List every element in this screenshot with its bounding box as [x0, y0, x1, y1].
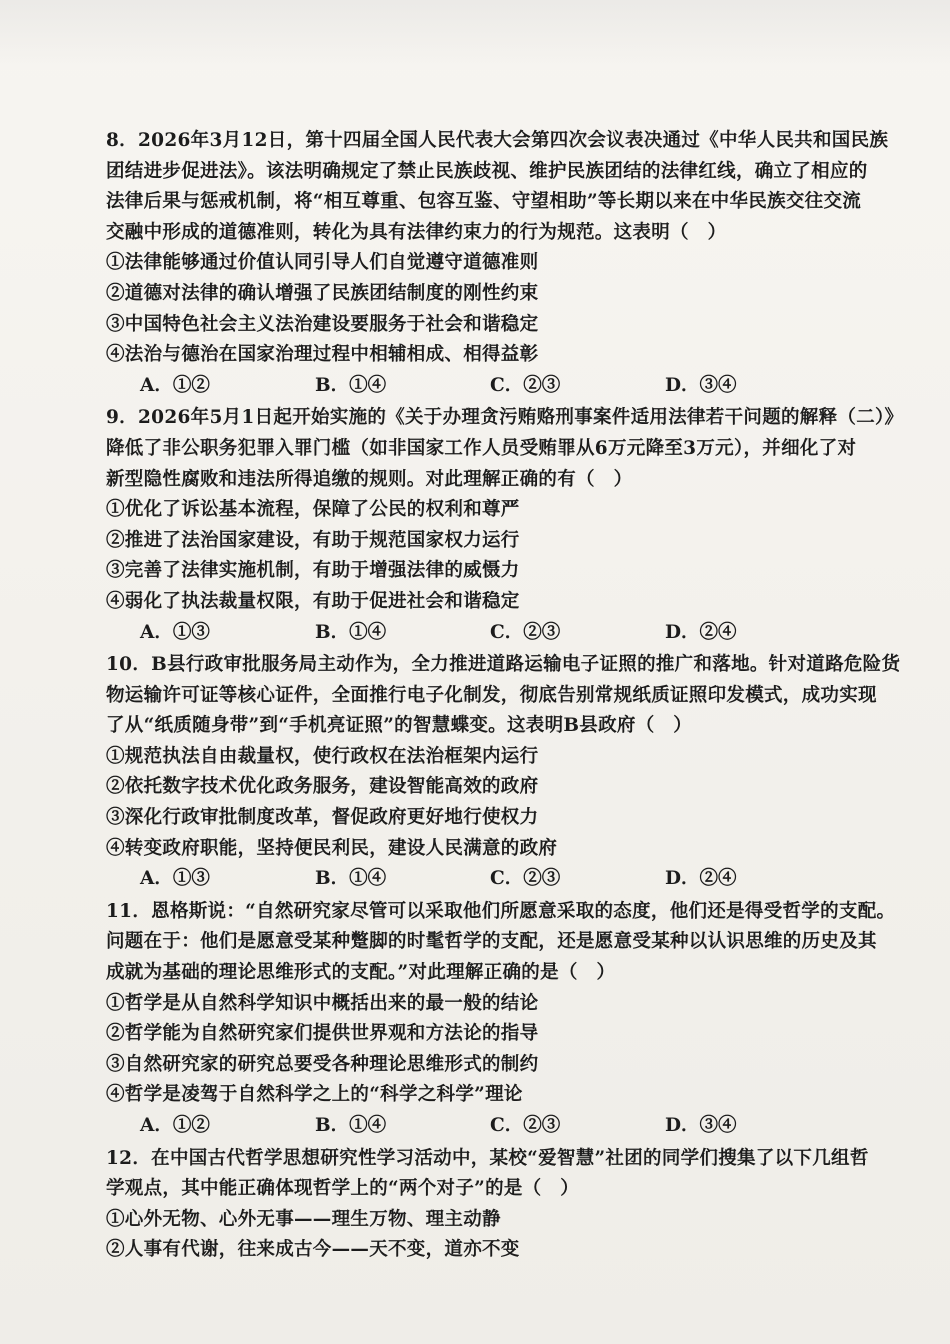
statement-option: ④法治与德治在国家治理过程中相辅相成、相得益彰 [106, 344, 539, 366]
statement-option: ①法律能够通过价值认同引导人们自觉遵守道德准则 [106, 252, 539, 274]
answer-choices [106, 1111, 896, 1142]
answer-choice: D．③④ [665, 374, 737, 396]
scan-shadow [0, 0, 950, 70]
answer-choices [106, 618, 896, 649]
answer-choice: A．①③ [140, 621, 210, 643]
statement-option: ②道德对法律的确认增强了民族团结制度的刚性约束 [106, 282, 539, 304]
question-block [106, 126, 896, 401]
answer-choice: B．①④ [315, 868, 387, 890]
statement-option: ③自然研究家的研究总要受各种理论思维形式的制约 [106, 1053, 539, 1075]
statement-option: ③中国特色社会主义法治建设要服务于社会和谐稳定 [106, 313, 539, 335]
question-block [106, 403, 904, 648]
question-stem-line: 11．恩格斯说：“自然研究家尽管可以采取他们所愿意采取的态度，他们还是得受哲学的支配。 [106, 900, 896, 922]
statement-option: ①心外无物、心外无事——理生万物、理主动静 [106, 1208, 501, 1230]
answer-choice: B．①④ [315, 1115, 387, 1136]
answer-choice: B．①④ [315, 374, 387, 396]
question-block [106, 650, 901, 895]
answer-choice: A．①② [140, 1115, 210, 1136]
question-stem-line: 成就为基础的理论思维形式的支配。”对此理解正确的是（ ） [106, 962, 616, 984]
question-stem-line: 法律后果与惩戒机制，将“相互尊重、包容互鉴、守望相助”等长期以来在中华民族交往交流 [106, 191, 862, 213]
question-stem-line: 8．2026年3月12日，第十四届全国人民代表大会第四次会议表决通过《中华人民共和国民族 [106, 130, 889, 151]
question-stem-line: 学观点，其中能正确体现哲学上的“两个对子”的是（ ） [106, 1178, 580, 1200]
question-stem-line: 12．在中国古代哲学思想研究性学习活动中，某校“爱智慧”社团的同学们搜集了以下几组哲 [106, 1147, 869, 1169]
answer-choice: B．①④ [315, 621, 387, 643]
question-stem-line: 降低了非公职务犯罪入罪门槛（如非国家工作人员受贿罪从6万元降至3万元），并细化了对 [106, 437, 857, 459]
answer-choice: C．②③ [490, 374, 561, 396]
question-stem-line: 团结进步促进法》。该法明确规定了禁止民族歧视、维护民族团结的法律红线，确立了相应的 [106, 160, 868, 182]
question-block [106, 897, 896, 1142]
statement-option: ④转变政府职能，坚持便民利民，建设人民满意的政府 [106, 837, 558, 859]
answer-choice: C．②③ [490, 1115, 561, 1136]
answer-choice: C．②③ [490, 621, 561, 643]
statement-option: ①优化了诉讼基本流程，保障了公民的权利和尊严 [106, 499, 520, 521]
answer-choice: D．②④ [665, 621, 737, 643]
statement-option: ①哲学是从自然科学知识中概括出来的最一般的结论 [106, 992, 539, 1014]
statement-option: ④弱化了执法裁量权限，有助于促进社会和谐稳定 [106, 590, 520, 612]
question-list [106, 126, 904, 1266]
question-block [106, 1144, 896, 1266]
statement-option: ③完善了法律实施机制，有助于增强法律的威慑力 [106, 560, 520, 582]
answer-choice: D．③④ [665, 1115, 737, 1136]
answer-choices [106, 371, 896, 402]
statement-option: ③深化行政审批制度改革，督促政府更好地行使权力 [106, 807, 539, 829]
question-stem-line: 新型隐性腐败和违法所得追缴的规则。对此理解正确的有（ ） [106, 468, 633, 490]
question-stem-line: 交融中形成的道德准则，转化为具有法律约束力的行为规范。这表明（ ） [106, 221, 727, 243]
question-stem-line: 10．B县行政审批服务局主动作为，全力推进道路运输电子证照的推广和落地。针对道路危险货 [106, 654, 901, 676]
statement-option: ②人事有代谢，往来成古今——天不变，道亦不变 [106, 1239, 520, 1261]
statement-option: ②推进了法治国家建设，有助于规范国家权力运行 [106, 529, 520, 551]
answer-choices [106, 864, 896, 895]
answer-choice: A．①② [140, 374, 210, 396]
question-stem-line: 问题在于：他们是愿意受某种蹩脚的时髦哲学的支配，还是愿意受某种以认识思维的历史及其 [106, 931, 877, 953]
question-stem-line: 9．2026年5月1日起开始实施的《关于办理贪污贿赂刑事案件适用法律若干问题的解释（二）》 [106, 407, 904, 429]
question-stem-line: 了从“纸质随身带”到“手机亮证照”的智慧蝶变。这表明B县政府（ ） [106, 715, 693, 737]
question-stem-line: 物运输许可证等核心证件，全面推行电子化制发，彻底告别常规纸质证照印发模式，成功实现 [106, 684, 877, 706]
answer-choice: C．②③ [490, 868, 561, 890]
statement-option: ①规范执法自由裁量权，使行政权在法治框架内运行 [106, 745, 539, 767]
statement-option: ②依托数字技术优化政务服务，建设智能高效的政府 [106, 776, 539, 798]
answer-choice: A．①③ [140, 868, 210, 890]
statement-option: ④哲学是凌驾于自然科学之上的“科学之科学”理论 [106, 1084, 523, 1106]
statement-option: ②哲学能为自然研究家们提供世界观和方法论的指导 [106, 1023, 539, 1045]
answer-choice: D．②④ [665, 868, 737, 890]
